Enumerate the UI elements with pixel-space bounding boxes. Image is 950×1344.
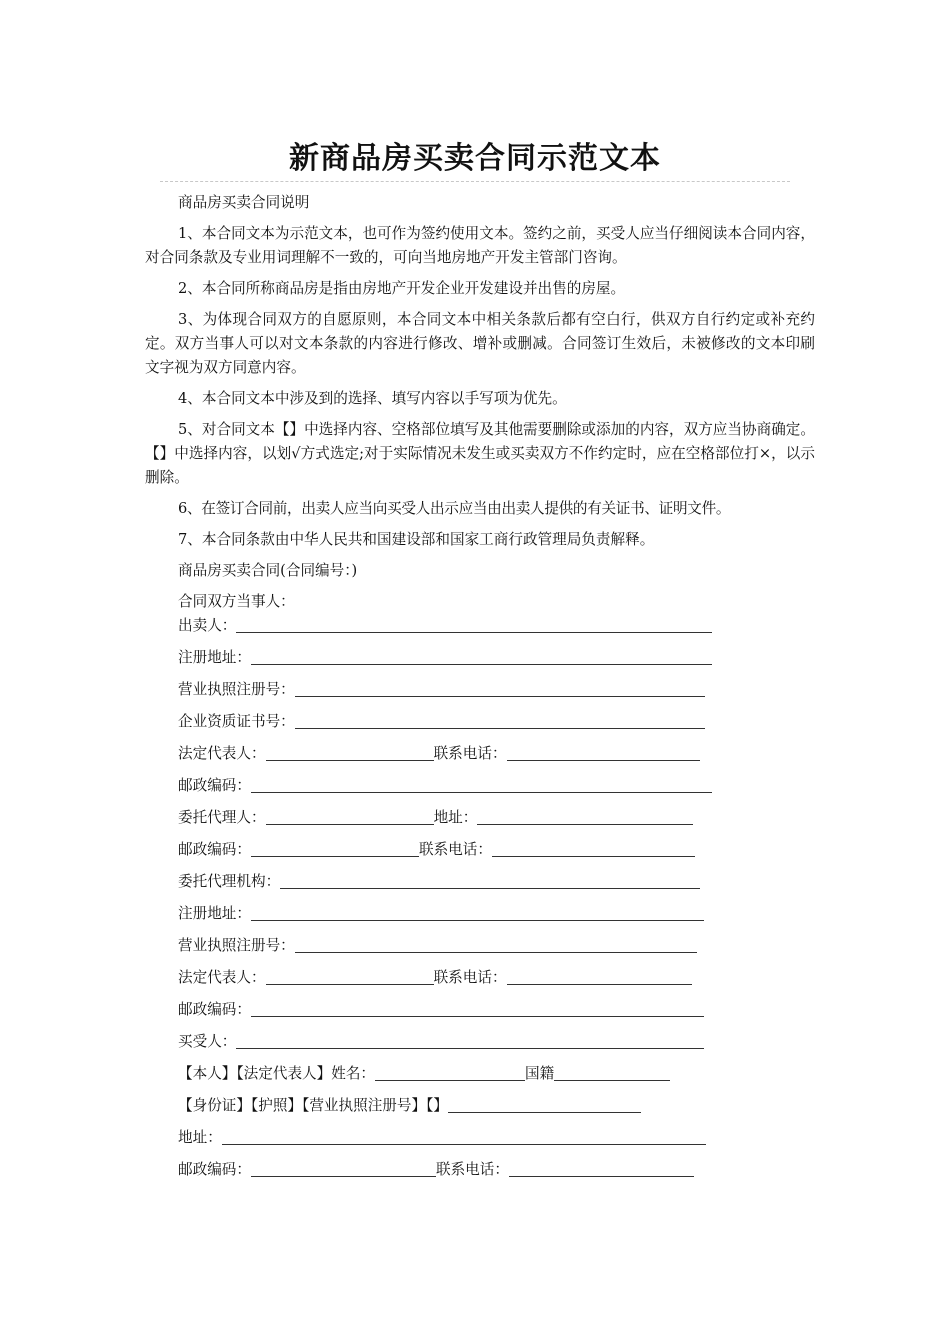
buyer-postcode-row: [178, 1148, 738, 1180]
agent-field[interactable]: [266, 808, 434, 825]
license-label: 营业执照注册号：: [178, 681, 295, 698]
buyer-address-row: [178, 1116, 738, 1148]
buyer-address-field[interactable]: [222, 1128, 706, 1145]
agent-label: 委托代理人：: [178, 809, 266, 826]
document-body: [145, 191, 815, 621]
legal-rep-field[interactable]: [266, 744, 434, 761]
title-divider: [160, 181, 790, 182]
seller-qualification-row: [178, 700, 738, 732]
paragraph-2: 2、本合同所称商品房是指由房地产开发企业开发建设并出售的房屋。: [178, 280, 626, 297]
phone-label: 联系电话：: [433, 969, 507, 986]
license-field[interactable]: [295, 680, 705, 697]
reg-address-field[interactable]: [251, 904, 704, 921]
license-label: 营业执照注册号：: [178, 937, 295, 954]
reg-address-field[interactable]: [251, 648, 712, 665]
person-name-label: 【本人】【法定代表人】姓名：: [178, 1065, 376, 1082]
postcode-label: 邮政编码：: [178, 1161, 251, 1178]
legal-rep-label: 法定代表人：: [178, 969, 266, 986]
seller-postcode-row: [178, 764, 738, 796]
phone-label: 联系电话：: [435, 1161, 509, 1178]
paragraph-5: 5、对合同文本【】中选择内容、空格部位填写及其他需要删除或添加的内容，双方应当协商确定。【】中选择内容，以划√方式选定;对于实际情况未发生或买卖双方不作约定时，应在空格部位打×，以示删除。: [145, 421, 815, 486]
postcode-label: 邮政编码：: [178, 841, 251, 858]
postcode-field[interactable]: [251, 840, 419, 857]
party-info-form: [178, 604, 738, 1180]
reg-address-label: 注册地址：: [178, 649, 251, 666]
license-field[interactable]: [295, 936, 697, 953]
seller-license-row: [178, 668, 738, 700]
seller-field[interactable]: [236, 616, 712, 633]
buyer-label: 买受人：: [178, 1033, 237, 1050]
agent-address-label: 地址：: [433, 809, 478, 826]
agent-row: [178, 796, 738, 828]
agent-postcode-row: [178, 828, 738, 860]
qualification-field[interactable]: [295, 712, 705, 729]
seller-legal-rep-row: [178, 732, 738, 764]
person-name-field[interactable]: [375, 1064, 525, 1081]
buyer-id-row: [178, 1084, 738, 1116]
intro-heading: 商品房买卖合同说明: [178, 194, 310, 211]
agency-label: 委托代理机构：: [178, 873, 281, 890]
document-title: 新商品房买卖合同示范文本: [289, 141, 661, 176]
nationality-label: 国籍: [525, 1065, 555, 1082]
agency-legal-rep-row: [178, 956, 738, 988]
phone-field[interactable]: [507, 744, 700, 761]
paragraph-3: 3、为体现合同双方的自愿原则，本合同文本中相关条款后都有空白行，供双方自行约定或补充约定。双方当事人可以对文本条款的内容进行修改、增补或删减。合同签订生效后，未被修改的文本印刷文字视为双方同意内容。: [145, 311, 815, 376]
paragraph-4: 4、本合同文本中涉及到的选择、填写内容以手写项为优先。: [178, 390, 567, 407]
agency-row: [178, 860, 738, 892]
phone-field[interactable]: [492, 840, 695, 857]
postcode-label: 邮政编码：: [178, 777, 251, 794]
agency-license-row: [178, 924, 738, 956]
agency-field[interactable]: [280, 872, 700, 889]
postcode-field[interactable]: [251, 1160, 436, 1177]
id-types-label: 【身份证】【护照】【营业执照注册号】【】: [178, 1097, 448, 1114]
paragraph-1: 1、本合同文本为示范文本，也可作为签约使用文本。签约之前，买受人应当仔细阅读本合同内容，对合同条款及专业用词理解不一致的，可向当地房地产开发主管部门咨询。: [145, 225, 815, 266]
agency-postcode-row: [178, 988, 738, 1020]
postcode-field[interactable]: [251, 1000, 704, 1017]
postcode-label: 邮政编码：: [178, 1001, 251, 1018]
buyer-address-label: 地址：: [178, 1129, 222, 1146]
legal-rep-label: 法定代表人：: [178, 745, 266, 762]
agency-reg-address-row: [178, 892, 738, 924]
postcode-field[interactable]: [251, 776, 712, 793]
buyer-field[interactable]: [236, 1032, 704, 1049]
paragraph-7: 7、本合同条款由中华人民共和国建设部和国家工商行政管理局负责解释。: [178, 531, 655, 548]
phone-field[interactable]: [509, 1160, 694, 1177]
agent-address-field[interactable]: [477, 808, 693, 825]
seller-reg-address-row: [178, 636, 738, 668]
phone-label: 联系电话：: [418, 841, 492, 858]
seller-label: 出卖人：: [178, 617, 237, 634]
paragraph-6: 6、在签订合同前，出卖人应当向买受人出示应当由出卖人提供的有关证书、证明文件。: [178, 500, 731, 517]
reg-address-label: 注册地址：: [178, 905, 251, 922]
contract-heading: 商品房买卖合同(合同编号：): [178, 562, 358, 579]
id-number-field[interactable]: [448, 1096, 641, 1113]
parties-heading: 合同双方当事人：: [178, 593, 295, 610]
buyer-row: [178, 1020, 738, 1052]
phone-field[interactable]: [507, 968, 692, 985]
seller-row: [178, 604, 738, 636]
qualification-label: 企业资质证书号：: [178, 713, 295, 730]
legal-rep-field[interactable]: [266, 968, 434, 985]
phone-label: 联系电话：: [433, 745, 507, 762]
buyer-name-row: [178, 1052, 738, 1084]
nationality-field[interactable]: [554, 1064, 670, 1081]
